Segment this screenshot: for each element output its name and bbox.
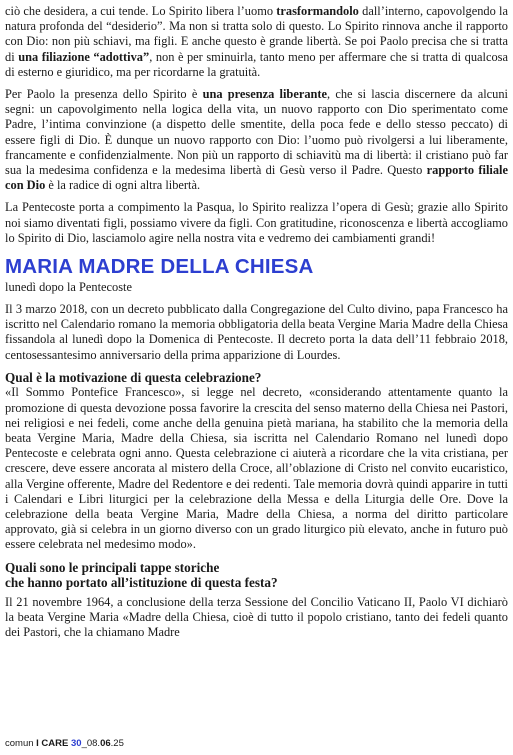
- emphasis-text: trasformandolo: [276, 4, 359, 18]
- page-footer: [5, 738, 124, 750]
- body-text: , non è per sminuirla, tanto meno per affermare che si tratta di qualcosa di esterno e giuridico, ma per ricordarne la gratuità.: [5, 49, 509, 79]
- intro-paragraph-1: [5, 4, 508, 80]
- body-text: è la radice di ogni altra libertà.: [45, 178, 201, 193]
- article-subtitle: lunedì dopo la Pentecoste: [5, 280, 132, 295]
- article-title: MARIA MADRE DELLA CHIESA: [5, 255, 314, 279]
- body-text: La Pentecoste porta a compimento la Pasqua, lo Spirito realizza l’opera di Gesù; grazie allo Spirito noi siamo diventati figli, possiamo vivere da figli. Con gratitudine, riconoscenza e libertà accogliamo lo Spirito di Dio, lasciamolo agire nella nostra vita e vedremo dei cambiamenti grandi!: [5, 200, 508, 245]
- article-paragraph-1: Il 3 marzo 2018, con un decreto pubblicato dalla Congregazione del Culto divino, papa Francesco ha iscritto nel Calendario romano la memoria obbligatoria della beata Vergine Maria Madre della Chiesa fissandola al lunedì dopo la Domenica di Pentecoste. Il decreto porta la data dell’11 febbraio 2018, centosessantesimo anniversario della prima apparizione di Lourdes.: [5, 302, 508, 362]
- question-heading-2: [5, 560, 508, 591]
- emphasis-text: una filiazione “adottiva”: [18, 49, 150, 64]
- emphasis-text: rapporto filiale con Dio: [5, 163, 508, 193]
- body-text: Per Paolo la presenza dello Spirito è: [5, 87, 203, 102]
- footer-brand: I CARE: [36, 738, 71, 749]
- body-text: ciò che desidera, a cui tende. Lo Spirito libera l’uomo: [5, 4, 277, 18]
- intro-paragraph-2: [5, 87, 508, 193]
- footer-issue-number: 30: [71, 738, 82, 749]
- body-text: dall’interno, capovolgendo la natura profonda del “desiderio”. Ma non si tratta solo di questo. Lo Spirito rinnova anche il rapporto con Dio: non più schiavi, ma figli. E anche questo è grande libertà. Se poi Paolo precisa che si tratta di: [5, 4, 508, 64]
- answer-paragraph-2: Il 21 novembre 1964, a conclusione della terza Sessione del Concilio Vaticano II, Paolo VI dichiarò la beata Vergine Maria «Madre della Chiesa, cioè di tutto il popolo cristiano, tanto dei fedeli quanto dei Pastori, che la chiamano Madre: [5, 594, 508, 639]
- question-heading-2-line-1: Quali sono le principali tappe storiche: [5, 559, 220, 575]
- intro-paragraph-3: [5, 200, 508, 246]
- footer-date-pre: _08.: [81, 738, 101, 749]
- footer-date-post: .25: [110, 738, 124, 749]
- emphasis-text: una presenza liberante: [202, 87, 328, 102]
- question-heading-2-line-2: che hanno portato all’istituzione di questa festa?: [5, 575, 278, 591]
- question-heading-1: Qual è la motivazione di questa celebrazione?: [5, 369, 262, 385]
- footer-prefix: comun: [5, 738, 37, 749]
- answer-paragraph-1: «Il Sommo Pontefice Francesco», si legge nel decreto, «considerando attentamente quanto la promozione di questa devozione possa favorire la crescita del senso materno della Chiesa nei Pastori, nei religiosi e nei fedeli, come anche della genuina pietà mariana, ha stabilito che la memoria della beata Vergine Maria, Madre della Chiesa, sia iscritta nel Calendario Romano nel lunedì dopo Pentecoste e celebrata ogni anno. Questa celebrazione ci aiuterà a ricordare che la vita cristiana, per crescere, deve essere ancorata al mistero della Croce, all’oblazione di Cristo nel convito eucaristico, alla Vergine offerente, Madre del Redentore e dei redenti. Tale memoria dovrà quindi apparire in tutti i Calendari e Libri liturgici per la celebrazione della Messa e della Liturgia delle Ore. Dove la celebrazione della beata Vergine Maria, Madre della Chiesa, a norma del diritto particolare approvato, già si celebra in un giorno diverso con un grado liturgico più elevato, anche in futuro può essere celebrata nel medesimo modo».: [5, 385, 508, 552]
- document-page: [5, 4, 508, 640]
- footer-date-month: 06: [100, 738, 111, 749]
- body-text: , che si lascia discernere da alcuni segni: un capovolgimento nella logica della vita, un nuovo rapporto con Dio sperimentato come Padre, l’intima convinzione (a dispetto delle smentite, della poca fede e dello stesso peccato) di essere figli di Dio. È dunque un nuovo rapporto con Dio: l’uomo può rivolgersi a lui liberamente, francamente e confidenzialmente. Non più un rapporto di schiavitù ma di libertà: il cristiano può far sua la medesima confidenza e la medesima libertà di Gesù verso il Padre. Questo: [5, 87, 508, 178]
